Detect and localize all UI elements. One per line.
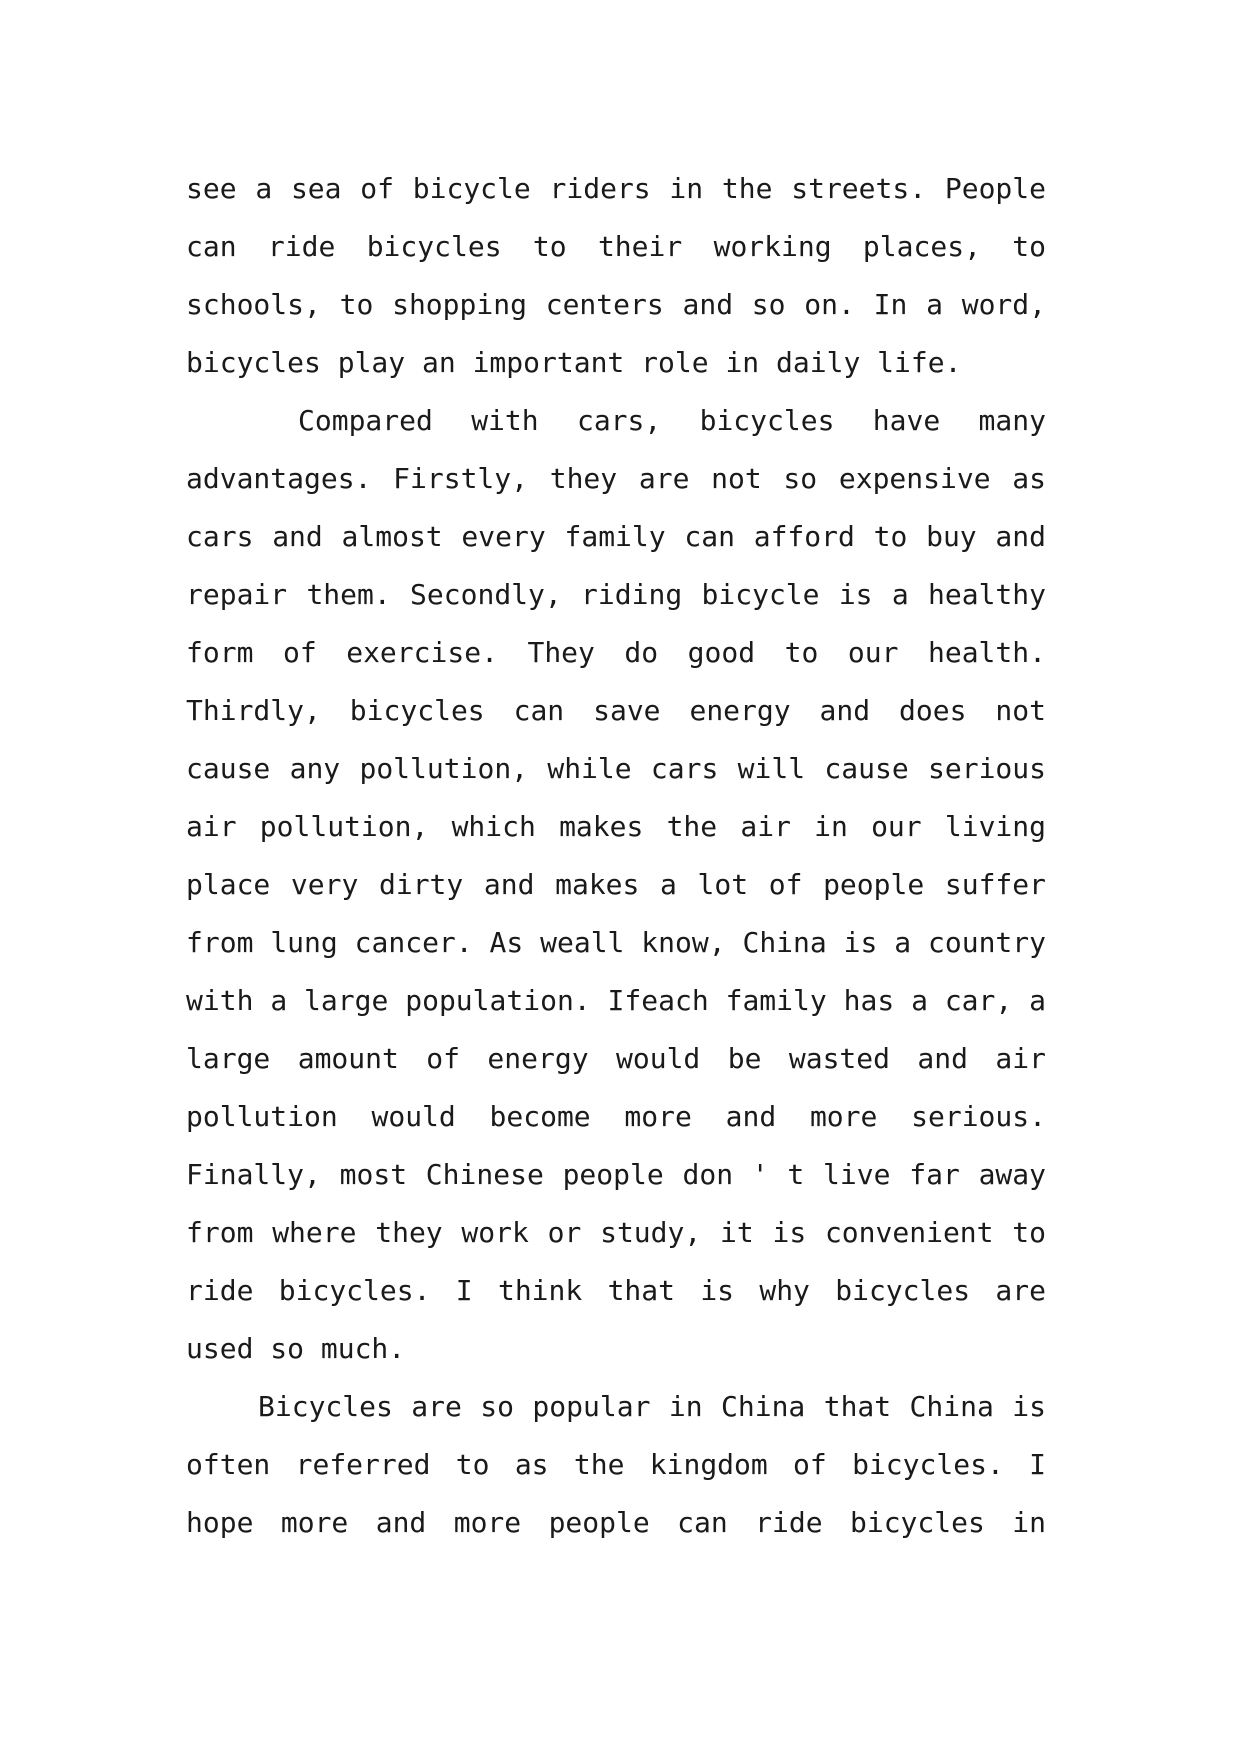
text-line: air pollution, which makes the air in our living: [186, 810, 1046, 843]
text-line: can ride bicycles to their working places, to: [186, 230, 1046, 263]
text-line: form of exercise. They do good to our health.: [186, 636, 1046, 669]
paragraph-3: [186, 1378, 1046, 1552]
paragraph-1: [186, 160, 1046, 392]
text-line: ride bicycles. I think that is why bicycles are: [186, 1274, 1046, 1307]
body-text: [186, 160, 1046, 1552]
text-line: with a large population. Ifeach family has a car, a: [186, 984, 1046, 1017]
text-line: large amount of energy would be wasted and air: [186, 1042, 1046, 1075]
text-line: hope more and more people can ride bicycles in: [186, 1506, 1046, 1539]
text-line: Compared with cars, bicycles have many: [298, 404, 1046, 437]
text-line: see a sea of bicycle riders in the streets. People: [186, 172, 1046, 205]
text-line: cause any pollution, while cars will cause serious: [186, 752, 1046, 785]
text-line: schools, to shopping centers and so on. In a word,: [186, 288, 1046, 321]
text-line: often referred to as the kingdom of bicycles. I: [186, 1448, 1046, 1481]
text-line: from where they work or study, it is convenient to: [186, 1216, 1046, 1249]
text-line: repair them. Secondly, riding bicycle is a healthy: [186, 578, 1046, 611]
text-line: Thirdly, bicycles can save energy and does not: [186, 694, 1046, 727]
text-line: Bicycles are so popular in China that China is: [258, 1390, 1046, 1423]
paragraph-2: [186, 392, 1046, 1378]
text-line: used so much.: [186, 1332, 406, 1365]
text-line: place very dirty and makes a lot of people suffer: [186, 868, 1046, 901]
text-line: cars and almost every family can afford to buy and: [186, 520, 1046, 553]
text-line: Finally, most Chinese people don ' t live far away: [186, 1158, 1046, 1191]
text-line: pollution would become more and more serious.: [186, 1100, 1046, 1133]
text-line: from lung cancer. As weall know, China is a country: [186, 926, 1046, 959]
text-line: advantages. Firstly, they are not so expensive as: [186, 462, 1046, 495]
text-line: bicycles play an important role in daily life.: [186, 346, 962, 379]
